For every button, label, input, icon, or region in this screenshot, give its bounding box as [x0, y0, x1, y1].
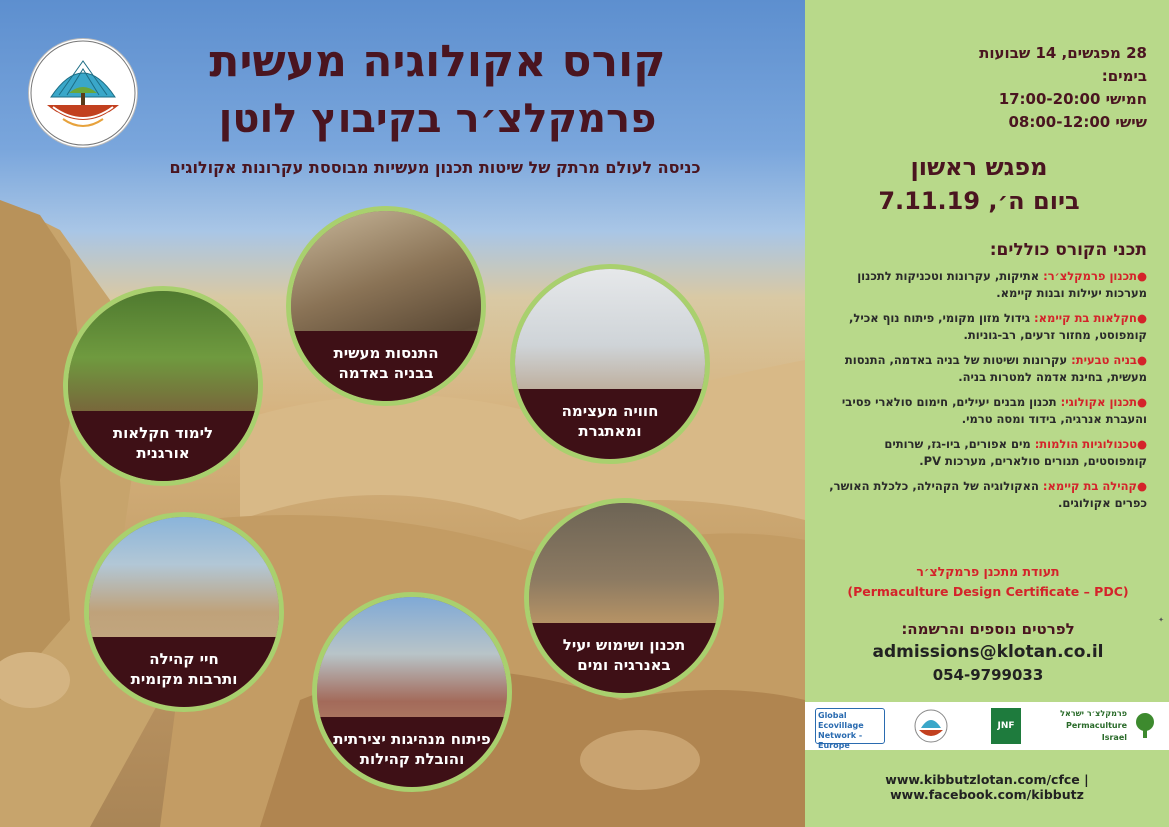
partner-logos: [805, 702, 1169, 750]
item-key: תכנון אקולוגי:: [1060, 395, 1137, 409]
caption-community-life: [89, 637, 279, 707]
website-urls[interactable]: www.kibbutzlotan.com/cfce | www.facebook.com/kibbutz: [885, 772, 1089, 802]
item-text: עקרונות ושיטות של בניה באדמה, התנסות מעשית, בחינת אדמה למטרות בניה.: [844, 353, 1147, 384]
list-item: ●קהילה בת קיימא: האקולוגיה של הקהילה, כלכלת האושר, כפרים אקולוגים.: [829, 479, 1147, 510]
circle-energy-water: [524, 498, 724, 698]
item-key: בניה טבעית:: [1071, 353, 1137, 367]
certificate: [825, 562, 1151, 602]
item-key: תכנון פרמקלצ׳ר:: [1043, 269, 1137, 283]
caption-earth-building: [291, 331, 481, 401]
contact-phone[interactable]: 054-9799033: [932, 666, 1044, 684]
caption-line: באנרגיה ומים: [577, 656, 671, 674]
first-meeting-line: מפגש ראשון: [910, 153, 1048, 181]
side-credit: ✦: [1157, 616, 1165, 624]
caption-empowering: [515, 389, 705, 459]
item-text: תכנון מבנים יעילים, חימום סולארי פסיבי והעברת אנרגיה, בידוד ומסה טרמי.: [841, 395, 1147, 426]
schedule-line: שישי 08:00-12:00: [1008, 113, 1147, 131]
caption-line: פיתוח מנהיגות יצירתית: [333, 730, 491, 748]
certificate-hebrew: תעודת מתכנן פרמקלצ׳ר: [916, 564, 1060, 579]
item-key: טכנולוגיות הולמות:: [1034, 437, 1137, 451]
list-item: ●בניה טבעית: עקרונות ושיטות של בניה באדמה, התנסות מעשית, בחינת אדמה למטרות בניה.: [844, 353, 1147, 384]
item-text: גידול מזון מקומי, פיתוח נוף אכיל, קומפוסט, מחזור זרעים, רב-גוניות.: [849, 311, 1147, 342]
caption-leadership: [317, 717, 507, 787]
list-item: ●חקלאות בת קיימא: גידול מזון מקומי, פיתוח נוף אכיל, קומפוסט, מחזור זרעים, רב-גוניות.: [849, 311, 1147, 342]
schedule: [979, 42, 1147, 134]
center-logo: [28, 38, 138, 148]
schedule-line: חמישי 17:00-20:00: [998, 90, 1147, 108]
title-line-2: פרמקלצ׳ר בקיבוץ לוטן: [218, 96, 657, 142]
caption-energy-water: [529, 623, 719, 693]
caption-line: והובלת קהילות: [359, 750, 465, 768]
title-line-1: קורס אקולוגיה מעשית: [209, 36, 666, 87]
pi-english: Permaculture Israel: [1065, 721, 1127, 742]
contact-heading: לפרטים נוספים והרשמה:: [901, 620, 1075, 638]
caption-line: חוויה מעצימה: [561, 402, 659, 420]
gen-logo: [815, 708, 885, 750]
item-key: קהילה בת קיימא:: [1042, 479, 1137, 493]
caption-line: בבניה באדמה: [338, 364, 434, 382]
caption-line: חיי קהילה: [149, 650, 219, 668]
caption-line: אורגנית: [136, 444, 190, 462]
circle-community-life: [84, 512, 284, 712]
tree-icon: [1131, 712, 1159, 740]
jnf-logo: JNF: [991, 708, 1021, 744]
circle-leadership: [312, 592, 512, 792]
lotan-small-logo: [913, 708, 949, 744]
caption-organic-farming: [68, 411, 258, 481]
contents-list: [827, 268, 1147, 520]
info-panel: [805, 0, 1169, 827]
first-meeting-date: ביום ה׳, 7.11.19: [878, 187, 1080, 215]
caption-line: ומאתגרת: [578, 422, 642, 440]
caption-line: לימוד חקלאות: [112, 424, 214, 442]
item-key: חקלאות בת קיימא:: [1034, 311, 1137, 325]
caption-line: התנסות מעשית: [333, 344, 439, 362]
contact-email[interactable]: admissions@klotan.co.il: [872, 642, 1104, 662]
contents-heading: תכני הקורס כוללים:: [989, 240, 1147, 260]
pi-hebrew: פרמקלצ׳ר ישראל: [1060, 709, 1127, 718]
list-item: ●תכנון פרמקלצ׳ר: אתיקות, עקרונות וטכניקות לתכנון מערכות יעילות ובנות קיימא.: [857, 269, 1147, 300]
first-meeting: [829, 150, 1129, 218]
circle-earth-building: [286, 206, 486, 406]
permaculture-israel-logo: [1057, 708, 1161, 744]
item-text: מים אפורים, ביו-גז, שרותים קומפוסטים, תנורים סולארים, מערכות PV.: [884, 437, 1147, 468]
certificate-english: (Permaculture Design Certificate – PDC): [847, 584, 1129, 599]
schedule-line: בימים:: [1101, 67, 1147, 85]
list-item: ●תכנון אקולוגי: תכנון מבנים יעילים, חימום סולארי פסיבי והעברת אנרגיה, בידוד ומסה טרמי.: [841, 395, 1147, 426]
list-item: ●טכנולוגיות הולמות: מים אפורים, ביו-גז, שרותים קומפוסטים, תנורים סולארים, מערכות PV.: [884, 437, 1147, 468]
gen-logo-text: Global Ecovillage Network - Europe: [818, 711, 864, 750]
caption-line: תכנון ושימוש יעיל: [562, 636, 686, 654]
item-text: אתיקות, עקרונות וטכניקות לתכנון מערכות יעילות ובנות קיימא.: [857, 269, 1147, 300]
item-text: האקולוגיה של הקהילה, כלכלת האושר, כפרים אקולוגים.: [829, 479, 1147, 510]
contact: [825, 620, 1151, 684]
circle-organic-farming: [63, 286, 263, 486]
schedule-line: 28 מפגשים, 14 שבועות: [979, 44, 1147, 62]
subtitle: כניסה לעולם מרתק של שיטות תכנון מעשיות מבוססת עקרונות אקולוגים: [169, 158, 701, 177]
circle-empowering: [510, 264, 710, 464]
caption-line: ותרבות מקומית: [130, 670, 238, 688]
